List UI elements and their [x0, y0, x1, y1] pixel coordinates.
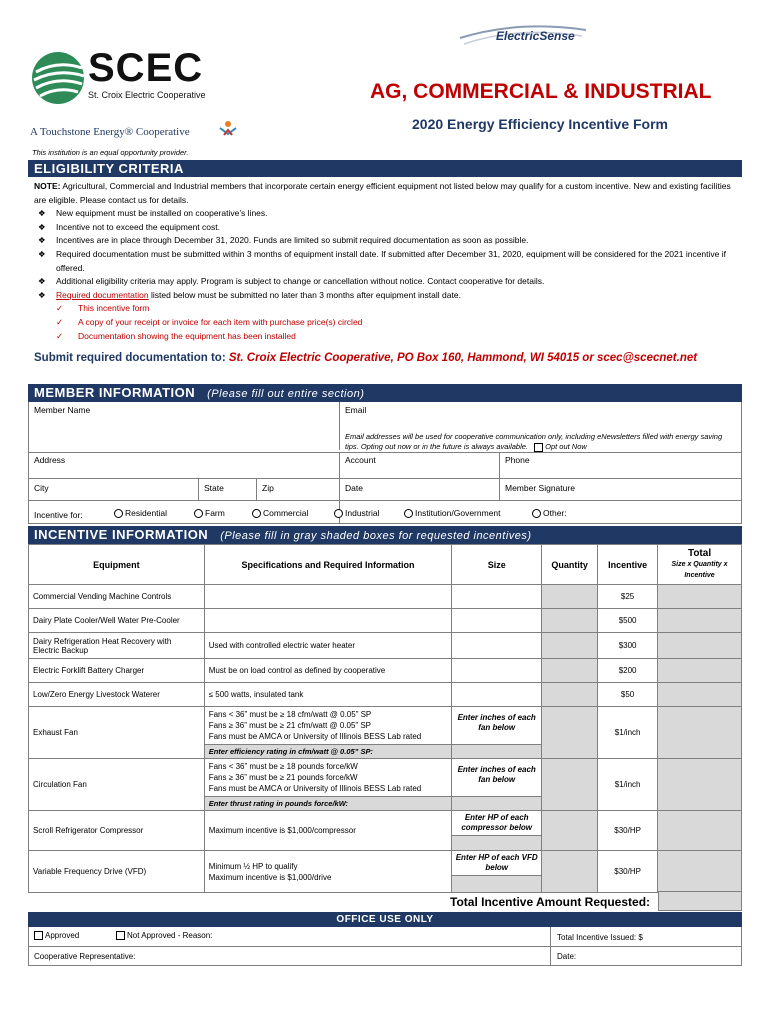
- radio-icon: [334, 509, 343, 518]
- divider: [28, 946, 742, 947]
- size-note-cell: Enter inches of each fan below: [452, 707, 542, 745]
- bullet-item: [34, 289, 739, 303]
- radio-icon: [194, 509, 203, 518]
- divider: [339, 402, 340, 450]
- office-date-label: Date:: [557, 952, 577, 961]
- spec-line: Fans < 36” must be ≥ 18 pounds force/kW: [208, 762, 358, 771]
- incentive-cell: $500: [598, 609, 658, 633]
- spec-cell: [204, 759, 452, 797]
- divider: [256, 478, 257, 500]
- table-row-vfd: [29, 851, 742, 893]
- submit-label: Submit required documentation to:: [34, 352, 229, 364]
- quantity-input[interactable]: [542, 609, 598, 633]
- touchstone-figure-icon: [216, 120, 240, 136]
- check-item: [34, 302, 739, 316]
- option-label: Commercial: [263, 508, 309, 518]
- size-cell: [452, 633, 542, 659]
- phone-label: Phone: [505, 455, 530, 465]
- incentive-cell: $50: [598, 683, 658, 707]
- address-field[interactable]: [34, 465, 334, 477]
- radio-other[interactable]: [532, 508, 567, 518]
- diamond-bullet-icon: ❖: [38, 276, 46, 287]
- radio-icon: [252, 509, 261, 518]
- col-quantity: Quantity: [542, 545, 598, 585]
- quantity-input[interactable]: [542, 851, 598, 893]
- col-incentive: Incentive: [598, 545, 658, 585]
- not-approved-checkbox: [116, 931, 125, 940]
- electricsense-text: ElectricSense: [496, 29, 575, 43]
- bullet-item: [34, 275, 739, 289]
- col-equipment: Equipment: [29, 545, 205, 585]
- member-name-field[interactable]: [34, 415, 334, 445]
- spec-cell: Maximum incentive is $1,000/compressor: [204, 811, 452, 851]
- col-total-label: Total: [687, 548, 712, 559]
- size-cell: [452, 585, 542, 609]
- quantity-input[interactable]: [542, 683, 598, 707]
- member-signature-field[interactable]: [505, 493, 735, 500]
- equipment-cell: Circulation Fan: [29, 759, 205, 811]
- total-input[interactable]: [658, 707, 742, 759]
- quantity-input[interactable]: [542, 585, 598, 609]
- incentive-header-title: INCENTIVE INFORMATION: [34, 527, 209, 542]
- zip-label: Zip: [262, 483, 274, 493]
- bullet-item: [34, 248, 739, 275]
- electricsense-logo: [458, 20, 588, 50]
- incentive-cell: $1/inch: [598, 707, 658, 759]
- total-requested-input[interactable]: [658, 891, 742, 911]
- address-label: Address: [34, 455, 66, 465]
- diamond-bullet-icon: ❖: [38, 208, 46, 219]
- scec-subtitle: St. Croix Electric Cooperative: [88, 90, 206, 100]
- email-note-text: Email addresses will be used for cooperative communication only, including eNewsletters filled with energy saving tips. Opting out now or in the future is always available.: [345, 432, 723, 451]
- not-approved-option[interactable]: [116, 931, 212, 940]
- option-label: Residential: [125, 508, 168, 518]
- approved-option[interactable]: [34, 931, 79, 940]
- table-row: [29, 659, 742, 683]
- bullet-item: [34, 207, 739, 221]
- spec-cell: [204, 585, 452, 609]
- size-note-cell: Enter inches of each fan below: [452, 759, 542, 797]
- size-note: Enter HP of each compressor below: [461, 813, 533, 832]
- account-field[interactable]: [345, 465, 495, 477]
- radio-icon: [532, 509, 541, 518]
- divider: [28, 478, 742, 479]
- email-label: Email: [345, 405, 367, 415]
- member-header-note: (Please fill out entire section): [207, 388, 365, 400]
- radio-commercial[interactable]: [252, 508, 308, 518]
- check-item: [34, 316, 739, 330]
- opt-out-checkbox[interactable]: [534, 443, 543, 452]
- bullet-text: Incentives are in place through December 31, 2020. Funds are limited so submit required documentation as soon as possible.: [56, 235, 529, 246]
- not-approved-label: Not Approved - Reason:: [127, 931, 213, 940]
- globe-icon: [30, 50, 90, 108]
- touchstone-logo: [30, 122, 230, 138]
- equipment-cell: Electric Forklift Battery Charger: [29, 659, 205, 683]
- member-header-title: MEMBER INFORMATION: [34, 385, 196, 400]
- radio-residential[interactable]: [114, 508, 167, 518]
- option-label: Institution/Government: [415, 508, 501, 518]
- page-subtitle: 2020 Energy Efficiency Incentive Form: [412, 116, 668, 132]
- incentive-cell: $30/HP: [598, 851, 658, 893]
- state-field[interactable]: [204, 493, 254, 500]
- approved-label: Approved: [45, 931, 80, 940]
- table-row-scroll-compressor: [29, 811, 742, 851]
- check-text: Documentation showing the equipment has been installed: [78, 330, 296, 341]
- table-header-row: [29, 545, 742, 585]
- spec-line: Fans must be AMCA or University of Illinois BESS Lab rated: [208, 732, 422, 741]
- incentive-cell: $200: [598, 659, 658, 683]
- size-cell: [452, 851, 542, 893]
- size-input[interactable]: [452, 745, 542, 759]
- equipment-cell: Dairy Refrigeration Heat Recovery with Electric Backup: [29, 633, 205, 659]
- col-total: [658, 545, 742, 585]
- radio-farm[interactable]: [194, 508, 225, 518]
- spec-line: Fans ≥ 36” must be ≥ 21 pounds force/kW: [208, 773, 358, 782]
- submit-address: St. Croix Electric Cooperative, PO Box 160, Hammond, WI 54015 or scec@scecnet.net: [228, 352, 698, 364]
- table-row: [29, 609, 742, 633]
- table-row-exhaust-fan: [29, 707, 742, 745]
- spec-cell: [204, 851, 452, 893]
- eligibility-body: [34, 180, 739, 343]
- size-input[interactable]: [452, 797, 542, 811]
- page-title: AG, COMMERCIAL & INDUSTRIAL: [370, 80, 712, 103]
- total-input[interactable]: [658, 683, 742, 707]
- approved-checkbox: [34, 931, 43, 940]
- bullet-text: Incentive not to exceed the equipment cost.: [56, 221, 220, 232]
- date-label: Date: [345, 483, 363, 493]
- office-header-title: OFFICE USE ONLY: [336, 914, 434, 925]
- note-text: Agricultural, Commercial and Industrial members that incorporate certain energy efficient equipment not listed below may qualify for a custom incentive. New and existing facilities are eligible. Please contact us for details.: [34, 181, 731, 205]
- diamond-bullet-icon: ❖: [38, 289, 46, 300]
- cooperative-representative-label: Cooperative Representative:: [34, 952, 136, 961]
- scec-logo: [30, 46, 230, 110]
- incentive-cell: $25: [598, 585, 658, 609]
- eligibility-note: [34, 180, 739, 207]
- city-label: City: [34, 483, 49, 493]
- spec-cell: Must be on load control as defined by cooperative: [204, 659, 452, 683]
- radio-icon: [404, 509, 413, 518]
- size-cell: [452, 659, 542, 683]
- city-field[interactable]: [34, 493, 194, 505]
- equipment-cell: Commercial Vending Machine Controls: [29, 585, 205, 609]
- checkmark-icon: ✓: [56, 303, 64, 314]
- equipment-cell: Low/Zero Energy Livestock Waterer: [29, 683, 205, 707]
- equipment-cell: Dairy Plate Cooler/Well Water Pre-Cooler: [29, 609, 205, 633]
- spec-cell: [204, 707, 452, 745]
- bullet-text: New equipment must be installed on cooperative’s lines.: [56, 208, 268, 219]
- quantity-input[interactable]: [542, 659, 598, 683]
- equipment-cell: Exhaust Fan: [29, 707, 205, 759]
- total-input[interactable]: [658, 759, 742, 811]
- total-input[interactable]: [658, 609, 742, 633]
- quantity-input[interactable]: [542, 759, 598, 811]
- required-documents-list: [34, 302, 739, 343]
- phone-field[interactable]: [505, 465, 735, 477]
- submit-instructions: [34, 352, 697, 364]
- spec-line: Maximum incentive is $1,000/drive: [208, 872, 332, 882]
- member-header: [28, 384, 742, 402]
- size-cell: [452, 811, 542, 851]
- table-row: [29, 585, 742, 609]
- state-label: State: [204, 483, 224, 493]
- eligibility-header-title: ELIGIBILITY CRITERIA: [34, 161, 184, 176]
- diamond-bullet-icon: ❖: [38, 235, 46, 246]
- efficiency-rating-input[interactable]: Enter efficiency rating in cfm/watt @ 0.05” SP:: [204, 745, 452, 759]
- check-text: This incentive form: [78, 303, 150, 314]
- spec-line: Fans ≥ 36” must be ≥ 21 cfm/watt @ 0.05” SP: [208, 721, 371, 730]
- note-label: NOTE:: [34, 181, 61, 191]
- thrust-rating-input[interactable]: Enter thrust rating in pounds force/kW:: [204, 797, 452, 811]
- size-input[interactable]: [452, 835, 541, 850]
- quantity-input[interactable]: [542, 811, 598, 851]
- check-item: [34, 330, 739, 344]
- total-input[interactable]: [658, 851, 742, 893]
- option-label: Other:: [543, 508, 567, 518]
- total-issued-label: Total Incentive Issued: $: [557, 933, 643, 942]
- size-cell: [452, 609, 542, 633]
- option-label: Industrial: [345, 508, 380, 518]
- spec-cell: [204, 609, 452, 633]
- equipment-cell: Variable Frequency Drive (VFD): [29, 851, 205, 893]
- incentive-for-label: Incentive for:: [34, 510, 83, 520]
- table-row: [29, 683, 742, 707]
- required-documentation-link: Required documentation: [56, 289, 149, 300]
- size-input[interactable]: [452, 875, 541, 892]
- option-label: Farm: [205, 508, 225, 518]
- incentive-cell: $300: [598, 633, 658, 659]
- bullet-text: Additional eligibility criteria may apply. Program is subject to change or cancellation without notice. Contact cooperative for details.: [56, 276, 545, 287]
- divider: [28, 500, 742, 501]
- account-label: Account: [345, 455, 376, 465]
- zip-field[interactable]: [262, 493, 334, 500]
- incentive-header: [28, 526, 742, 544]
- spec-line: Fans < 36” must be ≥ 18 cfm/watt @ 0.05” SP: [208, 710, 372, 719]
- touchstone-text: A Touchstone Energy® Cooperative: [30, 126, 190, 138]
- total-input[interactable]: [658, 633, 742, 659]
- email-note: [345, 432, 737, 452]
- incentive-cell: $30/HP: [598, 811, 658, 851]
- col-specs: Specifications and Required Information: [204, 545, 452, 585]
- table-row: [29, 633, 742, 659]
- member-name-label: Member Name: [34, 405, 91, 415]
- equal-opportunity-note: This institution is an equal opportunity provider.: [32, 148, 189, 157]
- radio-industrial[interactable]: [334, 508, 380, 518]
- checkmark-icon: ✓: [56, 316, 64, 327]
- opt-out-label: Opt out Now: [545, 442, 587, 451]
- incentive-header-note: (Please fill in gray shaded boxes for requested incentives): [220, 530, 532, 542]
- radio-icon: [114, 509, 123, 518]
- incentive-table: [28, 544, 742, 893]
- spec-cell: ≤ 500 watts, insulated tank: [204, 683, 452, 707]
- spec-line: Fans must be AMCA or University of Illinois BESS Lab rated: [208, 784, 422, 793]
- size-note: Enter HP of each VFD below: [455, 853, 538, 872]
- equipment-cell: Scroll Refrigerator Compressor: [29, 811, 205, 851]
- quantity-input[interactable]: [542, 707, 598, 759]
- bullet-item: [34, 234, 739, 248]
- divider: [28, 452, 742, 453]
- total-input[interactable]: [658, 585, 742, 609]
- col-total-note: Size x Quantity x Incentive: [671, 561, 728, 579]
- eligibility-header: [28, 160, 742, 177]
- check-text: A copy of your receipt or invoice for each item with purchase price(s) circled: [78, 316, 363, 327]
- radio-institution-government[interactable]: [404, 508, 501, 518]
- total-input[interactable]: [658, 659, 742, 683]
- bullet-item: [34, 221, 739, 235]
- total-requested-label: Total Incentive Amount Requested:: [450, 895, 651, 909]
- total-input[interactable]: [658, 811, 742, 851]
- member-signature-label: Member Signature: [505, 483, 575, 493]
- col-size: Size: [452, 545, 542, 585]
- spec-cell: Used with controlled electric water heater: [204, 633, 452, 659]
- divider: [198, 478, 199, 500]
- scec-wordmark: SCEC: [88, 46, 204, 90]
- checkmark-icon: ✓: [56, 330, 64, 341]
- spec-line: Minimum ½ HP to qualify: [208, 861, 298, 871]
- incentive-cell: $1/inch: [598, 759, 658, 811]
- size-cell: [452, 683, 542, 707]
- table-row-circulation-fan: [29, 759, 742, 797]
- diamond-bullet-icon: ❖: [38, 221, 46, 232]
- bullet-text: Required documentation must be submitted within 3 months of equipment install date. If submitted after December 31, 2020, equipment will be considered for the 2021 incentive if offered.: [56, 248, 726, 273]
- email-field[interactable]: [345, 415, 735, 431]
- office-header: [28, 912, 742, 927]
- bullet-text: listed below must be submitted no later than 3 months after equipment install date.: [148, 289, 461, 300]
- diamond-bullet-icon: ❖: [38, 248, 46, 259]
- divider: [499, 452, 500, 500]
- eligibility-bullets: [34, 207, 739, 302]
- quantity-input[interactable]: [542, 633, 598, 659]
- date-field[interactable]: [345, 493, 495, 500]
